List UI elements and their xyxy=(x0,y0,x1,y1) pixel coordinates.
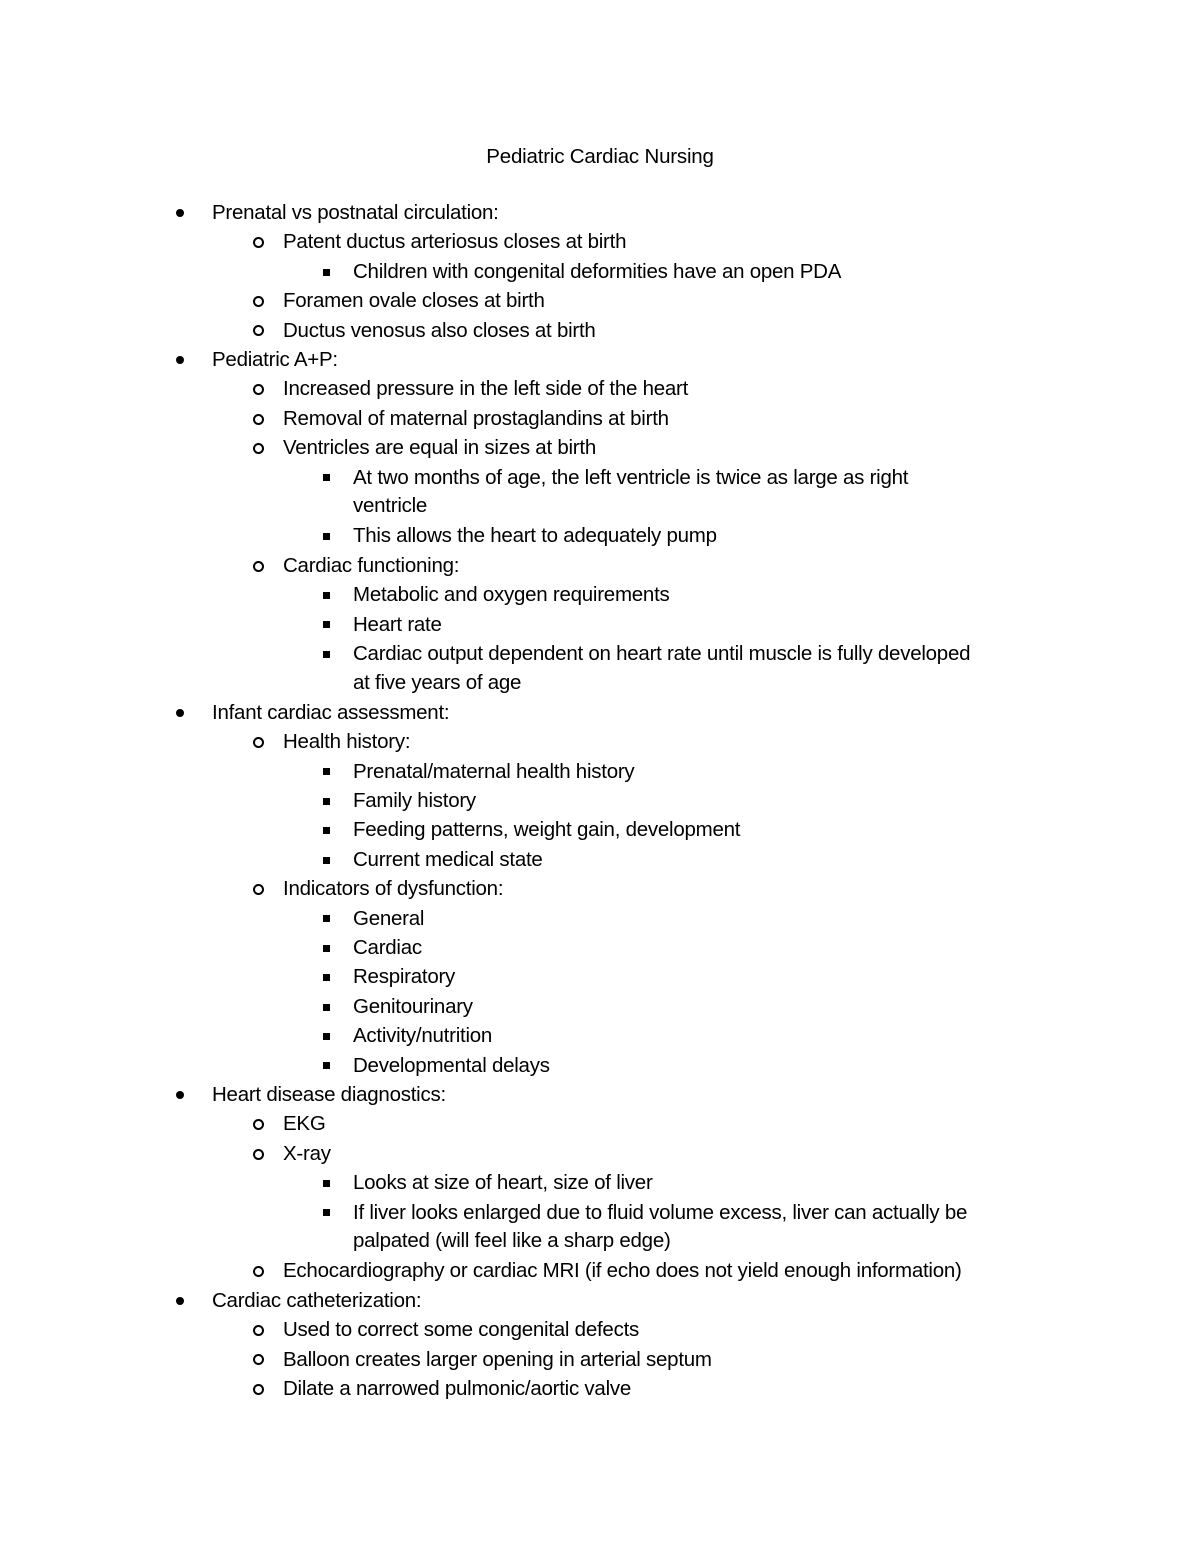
list-item-text: Balloon creates larger opening in arterial septum xyxy=(283,1347,712,1371)
list-item-text: Indicators of dysfunction: xyxy=(283,877,504,901)
list-item-text: ventricle xyxy=(353,494,428,518)
list-item xyxy=(353,816,740,845)
list-item-text: Used to correct some congenital defects xyxy=(283,1318,640,1342)
bullet-square-icon xyxy=(318,758,334,787)
bullet-circle-icon xyxy=(250,1316,266,1345)
list-item xyxy=(212,199,499,228)
bullet-square-icon xyxy=(318,1022,334,1051)
list-item xyxy=(353,1199,967,1256)
bullet-square-icon xyxy=(318,640,334,669)
list-item xyxy=(283,1316,639,1345)
list-item xyxy=(283,375,688,404)
bullet-square-icon xyxy=(318,1169,334,1198)
list-item-text: Prenatal/maternal health history xyxy=(353,759,635,783)
bullet-dot-icon xyxy=(170,1081,190,1110)
list-item xyxy=(353,640,970,697)
bullet-square-icon xyxy=(318,993,334,1022)
list-item xyxy=(353,522,717,551)
list-item-text: Dilate a narrowed pulmonic/aortic valve xyxy=(283,1377,632,1400)
list-item xyxy=(353,1022,492,1051)
bullet-circle-icon xyxy=(250,1140,266,1169)
list-item-text: At two months of age, the left ventricle is twice as large as right xyxy=(353,465,909,489)
list-item-text: Feeding patterns, weight gain, development xyxy=(353,818,741,842)
bullet-circle-icon xyxy=(250,552,266,581)
bullet-circle-icon xyxy=(250,1110,266,1139)
list-item-text: at five years of age xyxy=(353,670,522,694)
bullet-dot-icon xyxy=(170,699,190,728)
list-item-text: Cardiac xyxy=(353,936,422,959)
bullet-circle-icon xyxy=(250,1346,266,1375)
bullet-square-icon xyxy=(318,581,334,610)
bullet-square-icon xyxy=(318,787,334,816)
list-item-text: Patent ductus arteriosus closes at birth xyxy=(283,230,627,254)
bullet-square-icon xyxy=(318,963,334,992)
list-item xyxy=(353,1169,653,1198)
list-item-text: X-ray xyxy=(283,1141,331,1165)
list-item-text: Heart disease diagnostics: xyxy=(212,1083,446,1106)
bullet-square-icon xyxy=(318,905,334,934)
list-item xyxy=(353,934,422,963)
list-item xyxy=(283,1140,331,1169)
list-item xyxy=(212,1287,421,1316)
list-item-text: Developmental delays xyxy=(353,1053,550,1077)
list-item-text: Health history: xyxy=(283,730,411,754)
bullet-circle-icon xyxy=(250,287,266,316)
list-item xyxy=(283,405,669,434)
list-item xyxy=(353,963,455,992)
list-item-text: Echocardiography or cardiac MRI (if echo does not yield enough information) xyxy=(283,1259,962,1283)
list-item xyxy=(353,758,634,787)
bullet-circle-icon xyxy=(250,1257,266,1286)
bullet-circle-icon xyxy=(250,875,266,904)
list-item xyxy=(353,1052,550,1081)
list-item xyxy=(283,1375,631,1404)
list-item xyxy=(212,346,338,375)
list-item xyxy=(283,317,596,346)
list-item-text: Prenatal vs postnatal circulation: xyxy=(212,201,499,224)
list-item-text: palpated (will feel like a sharp edge) xyxy=(353,1229,671,1253)
list-item xyxy=(353,846,543,875)
list-item-text: Genitourinary xyxy=(353,994,473,1018)
list-item-text: Respiratory xyxy=(353,965,456,989)
bullet-square-icon xyxy=(318,464,334,493)
list-item xyxy=(353,258,841,287)
bullet-dot-icon xyxy=(170,346,190,375)
list-item xyxy=(353,787,476,816)
bullet-circle-icon xyxy=(250,228,266,257)
list-item xyxy=(283,1346,712,1375)
list-item xyxy=(353,993,473,1022)
bullet-square-icon xyxy=(318,1052,334,1081)
bullet-square-icon xyxy=(318,522,334,551)
list-item-text: General xyxy=(353,906,425,930)
list-item xyxy=(283,728,410,757)
list-item xyxy=(283,434,596,463)
bullet-circle-icon xyxy=(250,728,266,757)
list-item xyxy=(212,699,449,728)
bullet-square-icon xyxy=(318,1199,334,1228)
bullet-circle-icon xyxy=(250,434,266,463)
list-item-text: Removal of maternal prostaglandins at birth xyxy=(283,406,669,430)
bullet-square-icon xyxy=(318,846,334,875)
bullet-circle-icon xyxy=(250,405,266,434)
bullet-circle-icon xyxy=(250,375,266,404)
list-item xyxy=(283,552,459,581)
list-item-text: Pediatric A+P: xyxy=(212,348,338,371)
list-item-text: Foramen ovale closes at birth xyxy=(283,289,545,313)
bullet-square-icon xyxy=(318,611,334,640)
list-item xyxy=(353,464,908,521)
list-item-text: Looks at size of heart, size of liver xyxy=(353,1171,653,1195)
list-item-text: Ductus venosus also closes at birth xyxy=(283,318,596,342)
bullet-square-icon xyxy=(318,258,334,287)
page-title: Pediatric Cardiac Nursing xyxy=(486,145,714,168)
list-item-text: Ventricles are equal in sizes at birth xyxy=(283,436,596,460)
bullet-square-icon xyxy=(318,816,334,845)
list-item xyxy=(353,611,442,640)
bullet-dot-icon xyxy=(170,199,190,228)
list-item-text: Family history xyxy=(353,789,476,812)
list-item-text: Cardiac output dependent on heart rate until muscle is fully developed xyxy=(353,642,971,665)
list-item xyxy=(353,905,424,934)
list-item xyxy=(283,1110,326,1139)
list-item xyxy=(212,1081,446,1110)
bullet-dot-icon xyxy=(170,1287,190,1316)
list-item-text: Heart rate xyxy=(353,612,442,636)
bullet-square-icon xyxy=(318,934,334,963)
list-item-text: Current medical state xyxy=(353,847,543,871)
list-item xyxy=(283,875,503,904)
list-item-text: Cardiac catheterization: xyxy=(212,1288,422,1312)
list-item xyxy=(283,287,545,316)
list-item xyxy=(283,1257,962,1286)
list-item-text: Metabolic and oxygen requirements xyxy=(353,583,670,607)
list-item-text: Children with congenital deformities have an open PDA xyxy=(353,259,842,283)
bullet-circle-icon xyxy=(250,317,266,346)
bullet-circle-icon xyxy=(250,1375,266,1404)
list-item-text: Increased pressure in the left side of the heart xyxy=(283,377,689,401)
list-item-text: Infant cardiac assessment: xyxy=(212,700,450,724)
list-item-text: Cardiac functioning: xyxy=(283,553,460,577)
list-item-text: If liver looks enlarged due to fluid volume excess, liver can actually be xyxy=(353,1200,968,1224)
list-item xyxy=(353,581,670,610)
list-item-text: EKG xyxy=(283,1112,326,1136)
list-item xyxy=(283,228,626,257)
list-item-text: Activity/nutrition xyxy=(353,1024,493,1048)
list-item-text: This allows the heart to adequately pump xyxy=(353,524,717,548)
